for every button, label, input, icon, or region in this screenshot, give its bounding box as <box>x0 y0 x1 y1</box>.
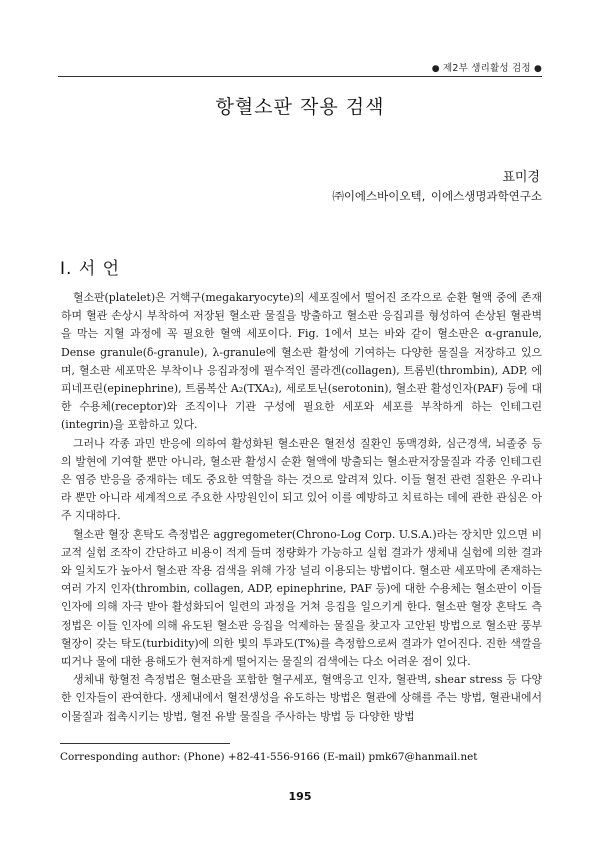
body-text <box>61 289 542 726</box>
footnote-rule <box>60 743 230 744</box>
footnote: Corresponding author: (Phone) +82-41-556-9166 (E-mail) pmk67@hanmail.net <box>60 751 478 763</box>
section-heading: I. 서 언 <box>60 259 121 279</box>
paragraph: 그러나 각종 과민 반응에 의하여 활성화된 혈소판은 혈전성 질환인 동맥경화, 심근경색, 뇌졸중 등의 발현에 기여할 뿐만 아니라, 혈소판 활성시 순환 혈액에 방출되는 혈소판저장물질과 각종 인테그린은 염증 반응을 중재하는 데도 중요한 역할을 하는 것으로 알려져 있다. 이들 혈전 관련 질환은 우리나라 뿐만 아니라 세계적으로 주요한 사망원인이 되고 있어 이를 예방하고 치료하는 데에 관한 관심은 아주 지대하다. <box>61 436 542 523</box>
paragraph: 혈소판 혈장 혼탁도 측정법은 aggregometer(Chrono-Log Corp. U.S.A.)라는 장치만 있으면 비교적 실험 조작이 간단하고 비용이 적게 들며 정량화가 가능하고 실험 결과가 생체내 실험에 의한 결과와 일치도가 높아서 혈소판 작용 검색을 위해 가장 널리 이용되는 방법이다. 혈소판 세포막에 존재하는 여러 가지 인자(thrombin, collagen, ADP, epinephrine, PAF 등)에 대한 수용체는 혈소판이 이들 인자에 의해 자극 받아 활성화되어 일련의 과정을 거쳐 응집을 일으키게 한다. 혈소판 혈장 혼탁도 측정법은 이들 인자에 의해 유도된 혈소판 응집을 억제하는 물질을 찾고자 고안된 방법으로 혈소판 풍부혈장이 갖는 탁도(turbidity)에 의한 빛의 투과도(T%)를 측정함으로써 결과가 얻어진다. 진한 색깔을 띠거나 물에 대한 용해도가 현저하게 떨어지는 물질의 검색에는 다소 어려운 점이 있다. <box>61 527 542 669</box>
running-header <box>432 60 542 74</box>
bullet-icon: ● <box>431 64 440 74</box>
paragraph: 생체내 항혈전 측정법은 혈소판을 포함한 혈구세포, 혈액응고 인자, 혈관벽, shear stress 등 다양한 인자들이 관여한다. 생체내에서 혈전생성을 유도하는 방법은 혈관에 상해를 주는 방법, 혈관내에서 이물질과 접촉시키는 방법, 혈전 유발 물질을 주사하는 방법 등 다양한 방법 <box>61 673 542 723</box>
header-rule <box>58 76 542 77</box>
bullet-icon: ● <box>533 64 542 74</box>
author-affiliation: ㈜이에스바이오텍, 이에스생명과학연구소 <box>332 189 542 203</box>
author-name: 표미경 <box>502 170 540 185</box>
running-title: 제2부 생리활성 검정 <box>443 63 531 74</box>
article-title: 항혈소판 작용 검색 <box>215 96 385 118</box>
page-number: 195 <box>288 790 312 803</box>
paragraph: 혈소판(platelet)은 거핵구(megakaryocyte)의 세포질에서 떨어진 조각으로 순환 혈액 중에 존재하며 혈관 손상시 부착하여 저장된 혈소판 물질을 방출하고 혈소판 응집괴를 형성하여 손상된 혈관벽을 막는 지혈 과정에 꼭 필요한 혈액 세포이다. Fig. 1에서 보는 바와 같이 혈소판은 α-granule, Dense granule(δ-granule), λ-granule에 혈소판 활성에 기여하는 다양한 물질을 저장하고 있으며, 혈소판 세포막은 부착이나 응집과정에 필수적인 콜라겐(collagen), 트롬빈(thrombin), ADP, 에피네프린(epinephrine), 트롬복산 A₂(TXA₂), 세로토닌(serotonin), 혈소판 활성인자(PAF) 등에 대한 수용체(receptor)와 조직이나 기관 구성에 필요한 세포와 세포를 부착하게 하는 인테그린(integrin)을 포함하고 있다. <box>61 291 542 432</box>
